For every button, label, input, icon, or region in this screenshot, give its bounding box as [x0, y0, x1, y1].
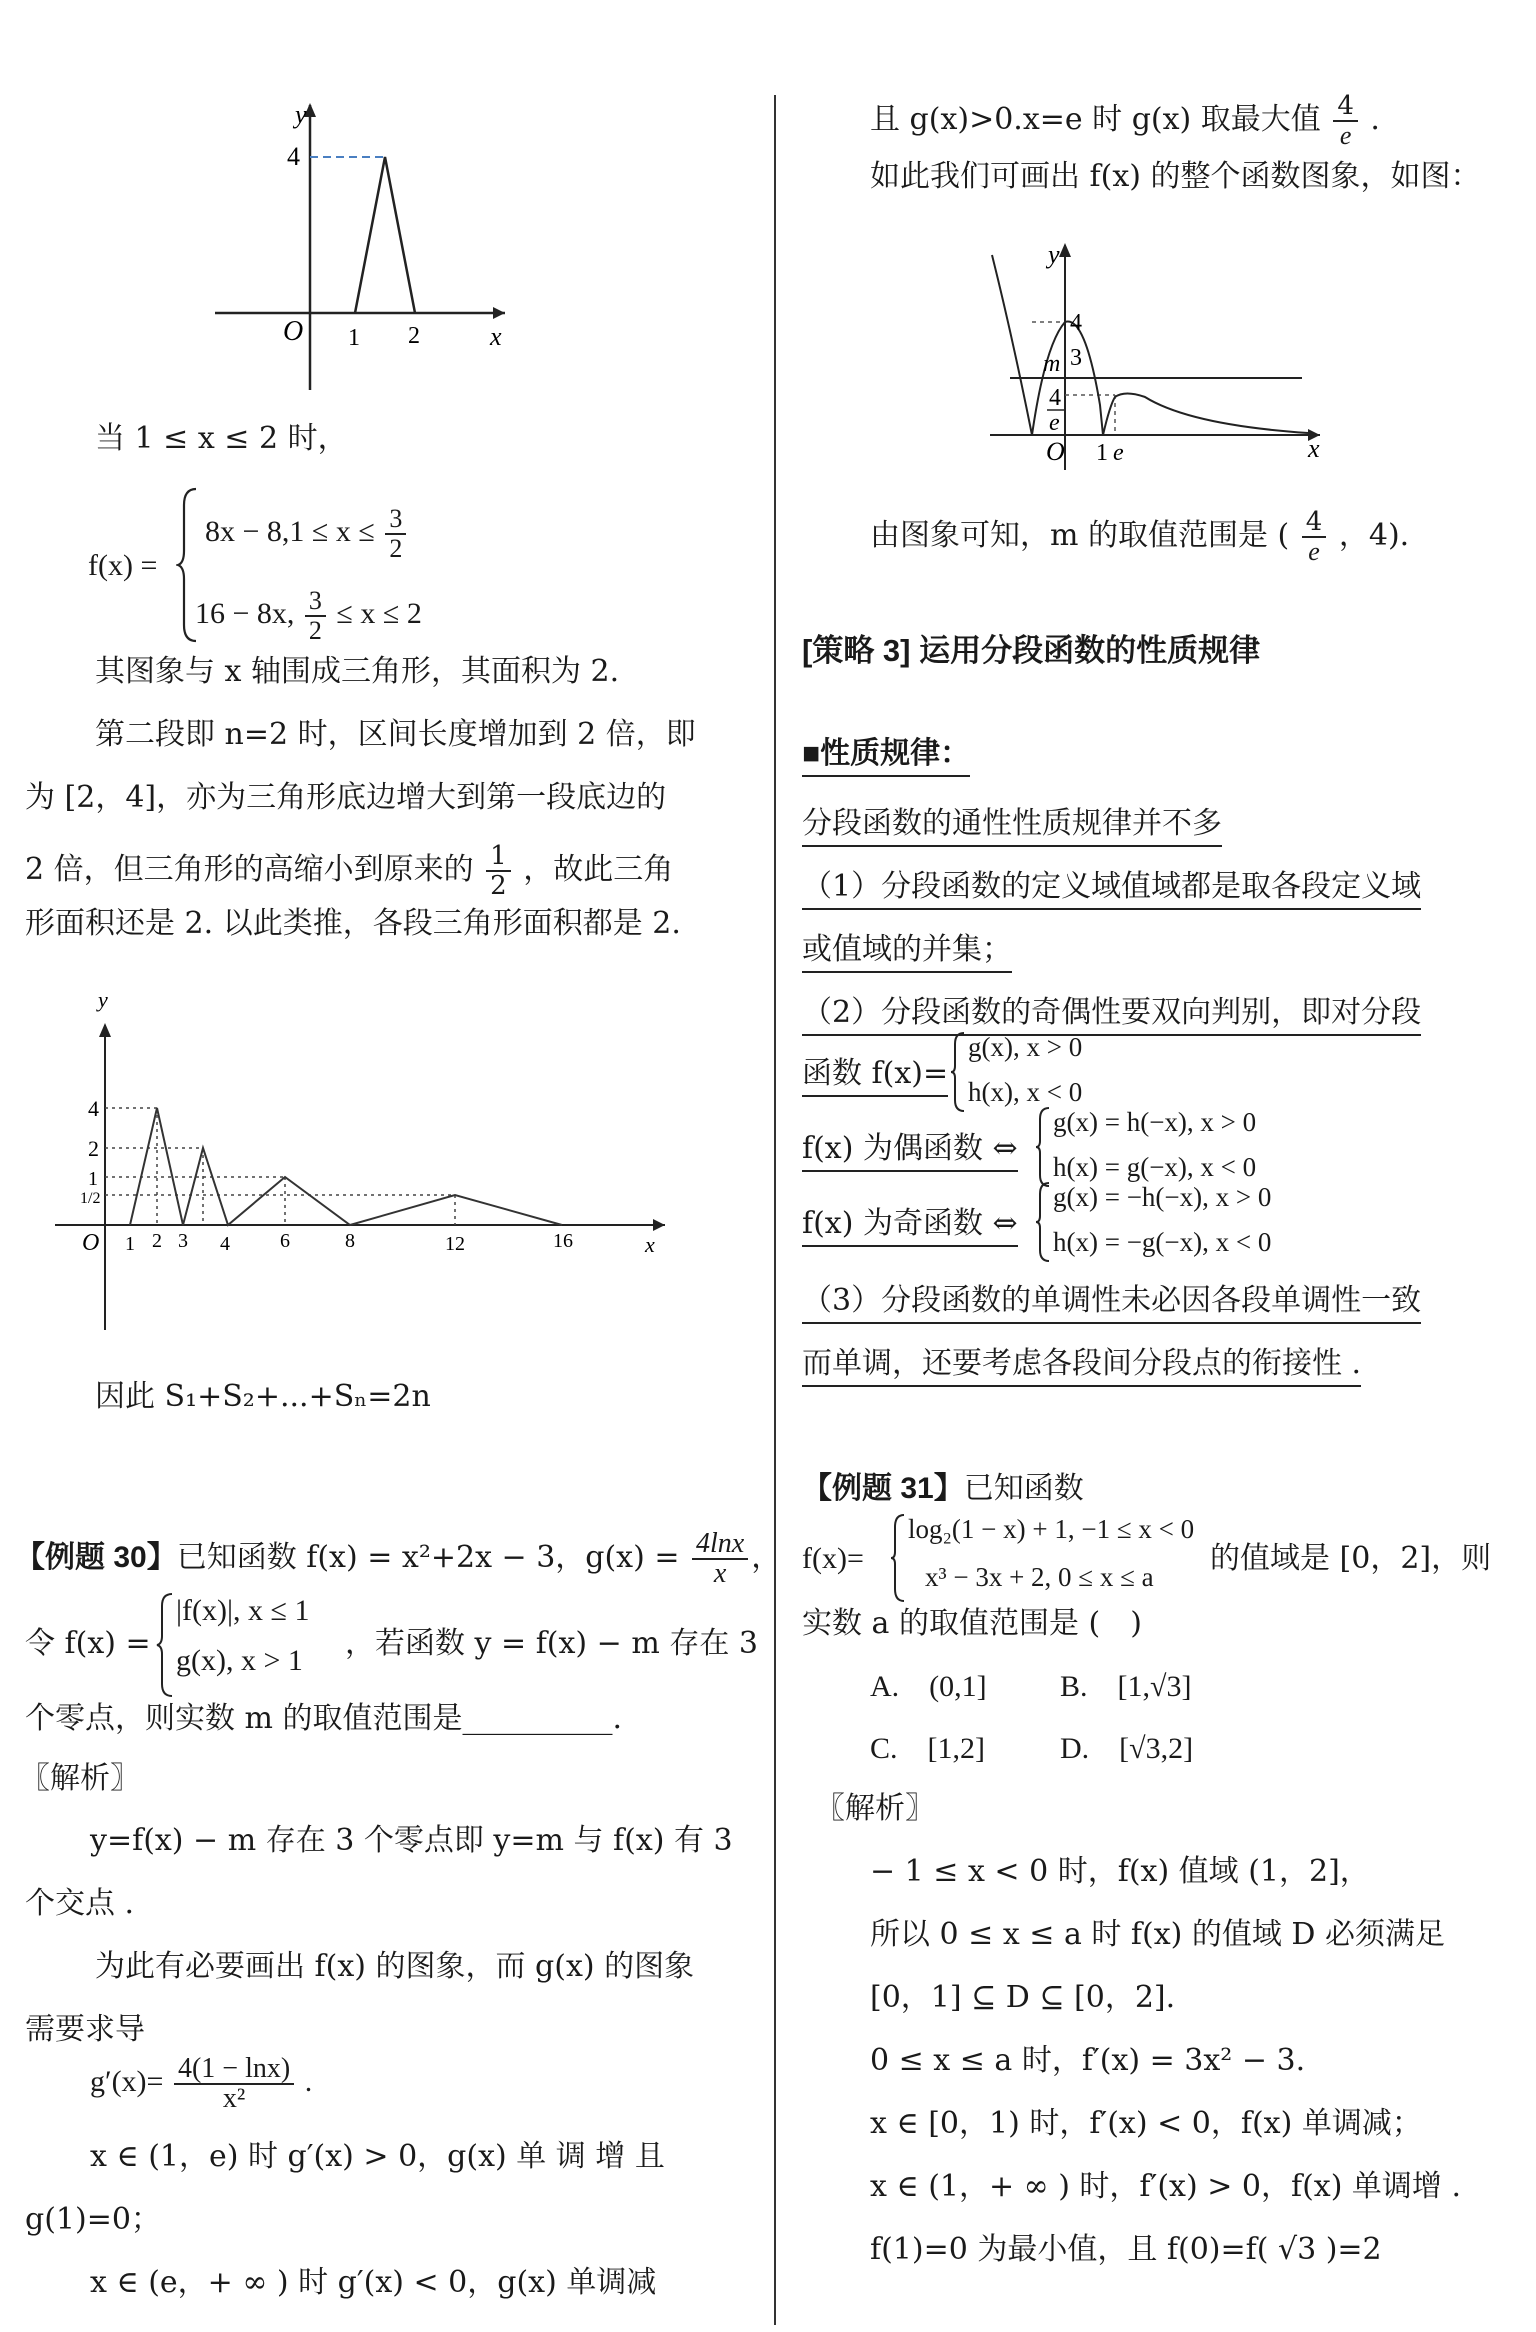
graph2-x-tick-16: 16 [553, 1230, 573, 1252]
solution-line2: 所以 0 ≤ x ≤ a 时 f(x) 的值域 D 必须满足 [870, 1917, 1446, 1952]
graph3-x-tick-e: e [1113, 440, 1124, 466]
odd-function-label: f(x) 为奇函数 ⇔ [802, 1205, 1018, 1247]
properties-intro: 分段函数的通性性质规律并不多 [802, 805, 1222, 847]
example-31-brace [890, 1512, 908, 1604]
even-case-1: g(x) = h(−x), x > 0 [1053, 1107, 1257, 1137]
m-range-line: 由图象可知，m 的取值范围是 ( $\frac{4}{e}$ ，4). [870, 507, 1410, 566]
example-31-line2-tail: 的值域是 [0，2]，则 [1210, 1541, 1492, 1576]
graph2-x-tick-3: 3 [178, 1230, 188, 1252]
example-31-case-1: log₂(1 − x) + 1, −1 ≤ x < 0 [908, 1514, 1195, 1544]
graph2-x-tick-12: 12 [445, 1233, 465, 1255]
property-2-line1: （2）分段函数的奇偶性要双向判别，即对分段 [802, 994, 1421, 1036]
solution-line7: f(1)=0 为最小值，且 f(0)=f( √3 )=2 [870, 2232, 1382, 2267]
analysis-line7: x ∈ (e，+ ∞ ) 时 g′(x) < 0，g(x) 单调减 [90, 2265, 657, 2300]
graph2-x-tick-1: 1 [125, 1233, 135, 1255]
example-30-f-label: 令 f(x) = [25, 1626, 151, 1661]
property-1-line1: （1）分段函数的定义域值域都是取各段定义域 [802, 868, 1421, 910]
example-30-brace [156, 1590, 176, 1700]
property-2-case-2: h(x), x < 0 [968, 1077, 1083, 1107]
property-3-line2: 而单调，还要考虑各段间分段点的衔接性 . [802, 1345, 1361, 1387]
solution-line6: x ∈ (1，+ ∞ ) 时，f′(x) > 0，f(x) 单调增 . [870, 2169, 1462, 2204]
when-range-line: 当 1 ≤ x ≤ 2 时， [95, 421, 348, 456]
graph1-x-tick-1: 1 [348, 325, 360, 351]
graph2-y-label: y [98, 987, 108, 1012]
solution-line1: − 1 ≤ x < 0 时，f(x) 值域 (1，2]， [870, 1854, 1370, 1889]
graph2-x-tick-4: 4 [220, 1233, 230, 1255]
property-2-brace [950, 1030, 968, 1115]
graph3-y-tick-4e-num: 4 [1049, 385, 1061, 411]
analysis-tag-left: 〖解析〗 [20, 1761, 140, 1796]
option-a[interactable]: A. (0,1] [870, 1670, 987, 1703]
column-divider [774, 95, 776, 2325]
property-3-line1: （3）分段函数的单调性未必因各段单调性一致 [802, 1282, 1421, 1324]
graph3-y-tick-4: 4 [1070, 310, 1082, 336]
solution-line3: [0，1] ⊆ D ⊆ [0，2]. [870, 1980, 1176, 2015]
graph1-origin: O [283, 316, 304, 347]
odd-case-1: g(x) = −h(−x), x > 0 [1053, 1182, 1272, 1212]
option-d[interactable]: D. [√3,2] [1060, 1732, 1194, 1765]
para2-line2: 为 [2，4]，亦为三角形底边增大到第一段底边的 [25, 780, 667, 815]
example-30-case-1: |f(x)|, x ≤ 1 [176, 1594, 310, 1627]
odd-brace [1035, 1180, 1053, 1265]
graph2-y-tick-1: 1 [88, 1168, 98, 1190]
analysis-line3: 为此有必要画出 f(x) 的图象，而 g(x) 的图象 [95, 1949, 695, 1984]
graph1-y-tick: 4 [287, 142, 300, 171]
area-line: 其图象与 x 轴围成三角形，其面积为 2. [95, 654, 620, 689]
option-c[interactable]: C. [1,2] [870, 1732, 985, 1765]
piece-1: 8x − 8,1 ≤ x ≤ $\frac{3}{2}$ [205, 505, 409, 563]
graph2-x-label: x [645, 1232, 655, 1257]
graph2-y-tick-4: 4 [88, 1096, 99, 1121]
example-31-f-label: f(x)= [802, 1542, 864, 1575]
properties-title: ■性质规律： [802, 735, 970, 777]
para2-line4: 形面积还是 2. 以此类推，各段三角形面积都是 2. [25, 906, 681, 941]
graph3-x-label: x [1308, 434, 1320, 463]
piece-2: 16 − 8x, $\frac{3}{2}$ ≤ x ≤ 2 [195, 586, 422, 645]
analysis-line2: 个交点 . [25, 1886, 135, 1921]
example-30-line3: 个零点，则实数 m 的取值范围是__________. [25, 1701, 623, 1736]
graph-triangles-sequence [50, 985, 680, 1330]
example-30-line2-tail: ，若函数 y = f(x) − m 存在 3 [345, 1626, 758, 1661]
even-brace [1035, 1105, 1053, 1190]
graph1-x-tick-2: 2 [408, 323, 420, 349]
para2-line1: 第二段即 n=2 时，区间长度增加到 2 倍，即 [95, 717, 696, 752]
analysis-line5: x ∈ (1，e) 时 g′(x) > 0，g(x) 单 调 增 且 [90, 2139, 665, 2174]
analysis-line1: y=f(x) − m 存在 3 个零点即 y=m 与 f(x) 有 3 [90, 1823, 733, 1858]
graph-full-function [990, 235, 1335, 475]
example-30-case-2: g(x), x > 1 [176, 1644, 303, 1677]
option-b[interactable]: B. [1,√3] [1060, 1670, 1192, 1703]
derivative-line: g′(x)= $\frac{4(1 - \ln x)}{\text{x²}}$ . [90, 2053, 313, 2114]
property-2-case-1: g(x), x > 0 [968, 1032, 1083, 1062]
sum-line: 因此 S₁+S₂+...+Sₙ=2n [95, 1379, 431, 1414]
graph3-y-tick-m: m [1043, 351, 1061, 377]
property-2-function: 函数 f(x)= [802, 1055, 948, 1097]
graph3-x-tick-1: 1 [1096, 440, 1108, 466]
graph2-x-tick-2: 2 [152, 1230, 162, 1252]
piecewise-f-label: f(x) = [88, 549, 158, 582]
graph3-y-tick-3: 3 [1070, 345, 1082, 371]
strategy-3-heading: [策略 3] 运用分段函数的性质规律 [802, 633, 1261, 668]
graph2-x-tick-8: 8 [345, 1230, 355, 1252]
graph3-y-tick-4e-den: e [1049, 410, 1060, 436]
example-30-line1: 【例题 30】已知函数 f(x) = x²+2x − 3，g(x) = $\frac{4\ln x}{x}$ ， [15, 1528, 782, 1589]
graph1-y-label: y [295, 100, 307, 129]
odd-case-2: h(x) = −g(−x), x < 0 [1053, 1227, 1272, 1257]
graph2-origin: O [82, 1230, 100, 1256]
graph3-y-label: y [1048, 240, 1060, 269]
graph2-y-tick-half: 1/2 [80, 1190, 101, 1207]
right-top-line2: 如此我们可画出 f(x) 的整个函数图象，如图： [870, 159, 1481, 194]
right-top-line1: 且 g(x)>0.x=e 时 g(x) 取最大值 $\frac{4}{e}$ . [870, 91, 1380, 150]
example-31-line1: 【例题 31】已知函数 [802, 1471, 1084, 1506]
even-function-label: f(x) 为偶函数 ⇔ [802, 1130, 1018, 1172]
example-31-line3: 实数 a 的取值范围是 ( ) [802, 1606, 1142, 1641]
example-31-case-2: x³ − 3x + 2, 0 ≤ x ≤ a [925, 1562, 1154, 1592]
graph1-x-label: x [490, 322, 502, 351]
graph-triangle-first-segment [215, 95, 515, 395]
analysis-line4: 需要求导 [25, 2012, 145, 2047]
property-1-line2: 或值域的并集； [802, 931, 1012, 973]
graph2-y-tick-2: 2 [88, 1136, 99, 1161]
para2-line3: 2 倍，但三角形的高缩小到原来的 $\frac{1}{2}$ ，故此三角 [25, 841, 674, 901]
even-case-2: h(x) = g(−x), x < 0 [1053, 1152, 1257, 1182]
right-column [790, 0, 1536, 2332]
graph3-origin: O [1046, 437, 1065, 466]
solution-line4: 0 ≤ x ≤ a 时，f′(x) = 3x² − 3. [870, 2043, 1306, 2078]
analysis-tag-right: 〖解析〗 [815, 1791, 935, 1826]
analysis-line6: g(1)=0； [25, 2202, 161, 2237]
graph2-x-tick-6: 6 [280, 1230, 290, 1252]
solution-line5: x ∈ [0，1) 时，f′(x) < 0，f(x) 单调减； [870, 2106, 1422, 2141]
